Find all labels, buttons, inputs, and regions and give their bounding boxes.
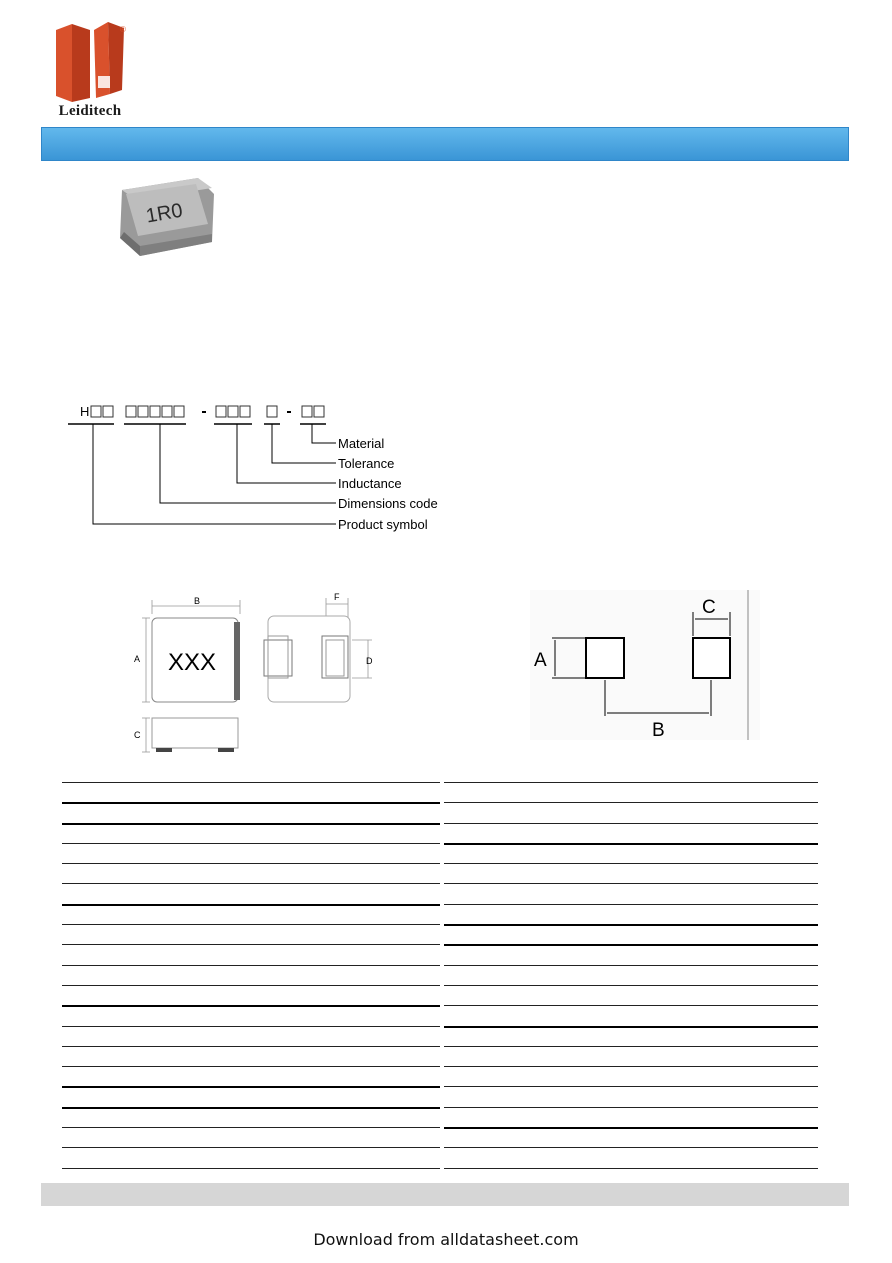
- table-row: [62, 1086, 440, 1106]
- pad-label-b: B: [652, 720, 665, 740]
- table-row: [444, 1107, 818, 1127]
- table-row: [62, 1127, 440, 1147]
- product-photo: [112, 176, 216, 258]
- table-row: [62, 782, 440, 802]
- part-number-diagram: [60, 398, 460, 548]
- dim-label-d: D: [366, 656, 373, 666]
- label-tolerance: Tolerance: [338, 456, 395, 471]
- table-row: [62, 1147, 440, 1167]
- download-link[interactable]: Download from alldatasheet.com: [313, 1230, 579, 1249]
- table-row: [62, 843, 440, 863]
- label-material: Material: [338, 436, 385, 451]
- table-row: [62, 1168, 440, 1169]
- registered-mark: ®: [120, 25, 126, 34]
- table-row: [62, 1066, 440, 1086]
- pn-prefix: H: [80, 404, 90, 419]
- table-row: [62, 944, 440, 964]
- table-row: [62, 802, 440, 822]
- table-row: [62, 863, 440, 883]
- table-row: [62, 924, 440, 944]
- dim-label-f: F: [334, 592, 340, 602]
- dimension-drawing: [128, 592, 378, 762]
- table-row: [444, 924, 818, 944]
- label-inductance: Inductance: [338, 476, 402, 491]
- spec-table-right: [444, 782, 818, 1169]
- table-row: [444, 863, 818, 883]
- table-row: [62, 1026, 440, 1046]
- table-row: [62, 823, 440, 843]
- spec-table-left: [62, 782, 440, 1169]
- dim-label-c: C: [134, 730, 141, 740]
- table-row: [62, 1005, 440, 1025]
- table-row: [444, 823, 818, 843]
- table-row: [62, 904, 440, 924]
- brand-name: Leiditech: [58, 103, 122, 119]
- marking-xxx: XXX: [168, 649, 217, 676]
- table-row: [444, 904, 818, 924]
- table-row: [444, 782, 818, 802]
- pad-label-a: A: [534, 650, 547, 671]
- table-row: [444, 802, 818, 822]
- footer-bar: [41, 1183, 849, 1206]
- table-row: [444, 1168, 818, 1169]
- table-row: [444, 1147, 818, 1167]
- table-row: [444, 965, 818, 985]
- pad-label-c: C: [702, 597, 716, 618]
- dim-label-b: B: [194, 596, 201, 606]
- table-row: [444, 1046, 818, 1066]
- photo-marking: 1R0: [144, 199, 185, 228]
- table-row: [444, 883, 818, 903]
- table-row: [62, 1107, 440, 1127]
- table-row: [444, 1005, 818, 1025]
- table-row: [62, 965, 440, 985]
- table-row: [444, 1086, 818, 1106]
- table-row: [62, 1046, 440, 1066]
- table-row: [62, 985, 440, 1005]
- table-row: [444, 944, 818, 964]
- table-row: [444, 985, 818, 1005]
- table-row: [62, 883, 440, 903]
- title-bar: [41, 127, 849, 161]
- pad-layout-drawing: [530, 590, 760, 740]
- table-row: [444, 843, 818, 863]
- label-dimensions-code: Dimensions code: [338, 496, 438, 511]
- table-row: [444, 1127, 818, 1147]
- table-row: [444, 1066, 818, 1086]
- dim-label-a: A: [134, 654, 141, 664]
- table-row: [444, 1026, 818, 1046]
- label-product-symbol: Product symbol: [338, 517, 428, 532]
